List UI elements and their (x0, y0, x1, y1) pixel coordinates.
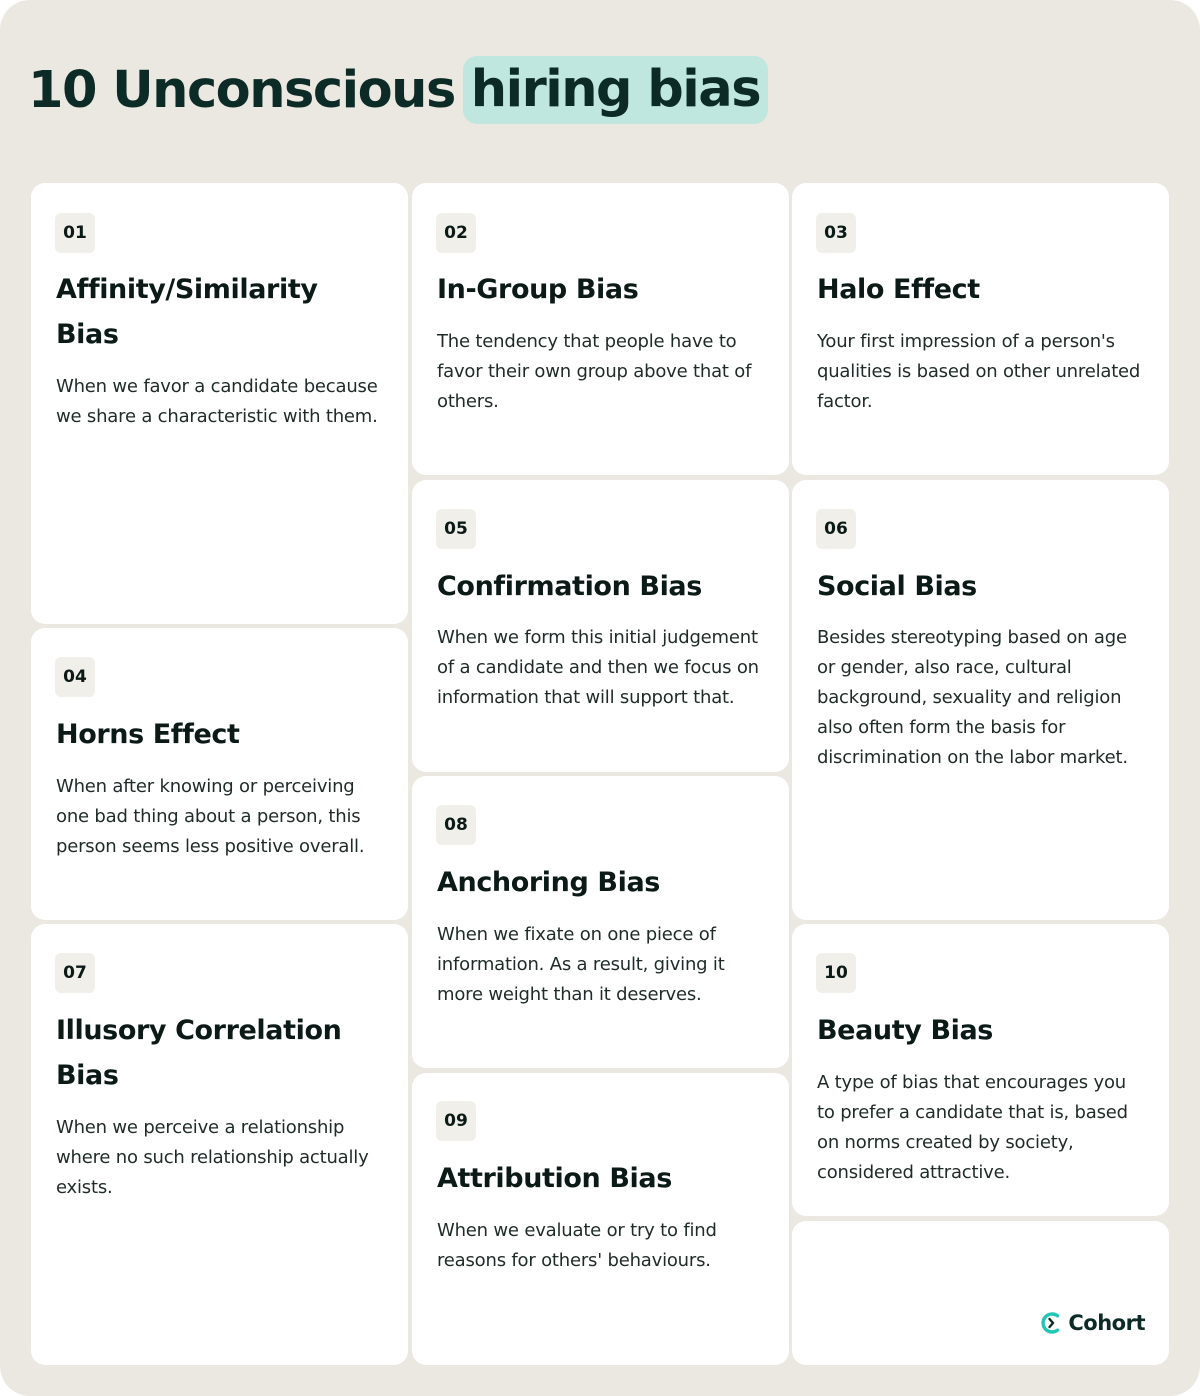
card-heading: Anchoring Bias (437, 867, 660, 898)
bias-card-07 (31, 924, 408, 1365)
card-number: 09 (436, 1101, 476, 1141)
card-heading: Social Bias (817, 571, 977, 602)
card-heading: Illusory Correlation Bias (56, 1015, 342, 1091)
cohort-logo-icon (1040, 1311, 1064, 1335)
card-number: 08 (436, 805, 476, 845)
page-title (28, 54, 768, 126)
logo-card (792, 1221, 1169, 1365)
card-description: Your first impression of a person's qualities is based on other unrelated factor. (817, 331, 1141, 412)
card-description: When we favor a candidate because we share a characteristic with them. (56, 376, 378, 427)
card-number: 06 (816, 509, 856, 549)
card-description: When we evaluate or try to find reasons for others' behaviours. (437, 1220, 717, 1271)
bias-card-08 (412, 776, 789, 1068)
card-heading: In-Group Bias (437, 274, 639, 305)
card-number: 03 (816, 213, 856, 253)
bias-card-02 (412, 183, 789, 475)
card-number: 02 (436, 213, 476, 253)
bias-card-01 (31, 183, 408, 624)
bias-card-04 (31, 628, 408, 920)
card-number: 10 (816, 953, 856, 993)
card-heading: Affinity/Similarity Bias (56, 274, 318, 350)
title-prefix: 10 Unconscious (28, 60, 455, 120)
card-heading: Halo Effect (817, 274, 980, 305)
card-description: Besides stereotyping based on age or gender, also race, cultural background, sexuality and religion also often form the basis for discrimination on the labor market. (817, 627, 1128, 768)
cohort-logo (1040, 1311, 1145, 1335)
brand-name: Cohort (1068, 1311, 1145, 1335)
card-description: When we fixate on one piece of information. As a result, giving it more weight than it deserves. (437, 924, 725, 1005)
bias-card-09 (412, 1073, 789, 1365)
card-number: 07 (55, 953, 95, 993)
card-number: 01 (55, 213, 95, 253)
card-description: A type of bias that encourages you to prefer a candidate that is, based on norms created by society, considered attractive. (817, 1072, 1128, 1183)
bias-card-06 (792, 480, 1169, 920)
card-heading: Confirmation Bias (437, 571, 702, 602)
card-heading: Attribution Bias (437, 1163, 672, 1194)
card-number: 05 (436, 509, 476, 549)
card-heading: Horns Effect (56, 719, 240, 750)
bias-card-03 (792, 183, 1169, 475)
bias-card-05 (412, 480, 789, 772)
card-description: When we form this initial judgement of a candidate and then we focus on information that will support that. (437, 627, 759, 708)
card-description: When after knowing or perceiving one bad thing about a person, this person seems less positive overall. (56, 776, 365, 857)
title-highlight: hiring bias (463, 56, 768, 124)
card-description: The tendency that people have to favor their own group above that of others. (437, 331, 752, 412)
bias-card-10 (792, 924, 1169, 1216)
card-number: 04 (55, 657, 95, 697)
card-heading: Beauty Bias (817, 1015, 993, 1046)
card-description: When we perceive a relationship where no such relationship actually exists. (56, 1117, 369, 1198)
